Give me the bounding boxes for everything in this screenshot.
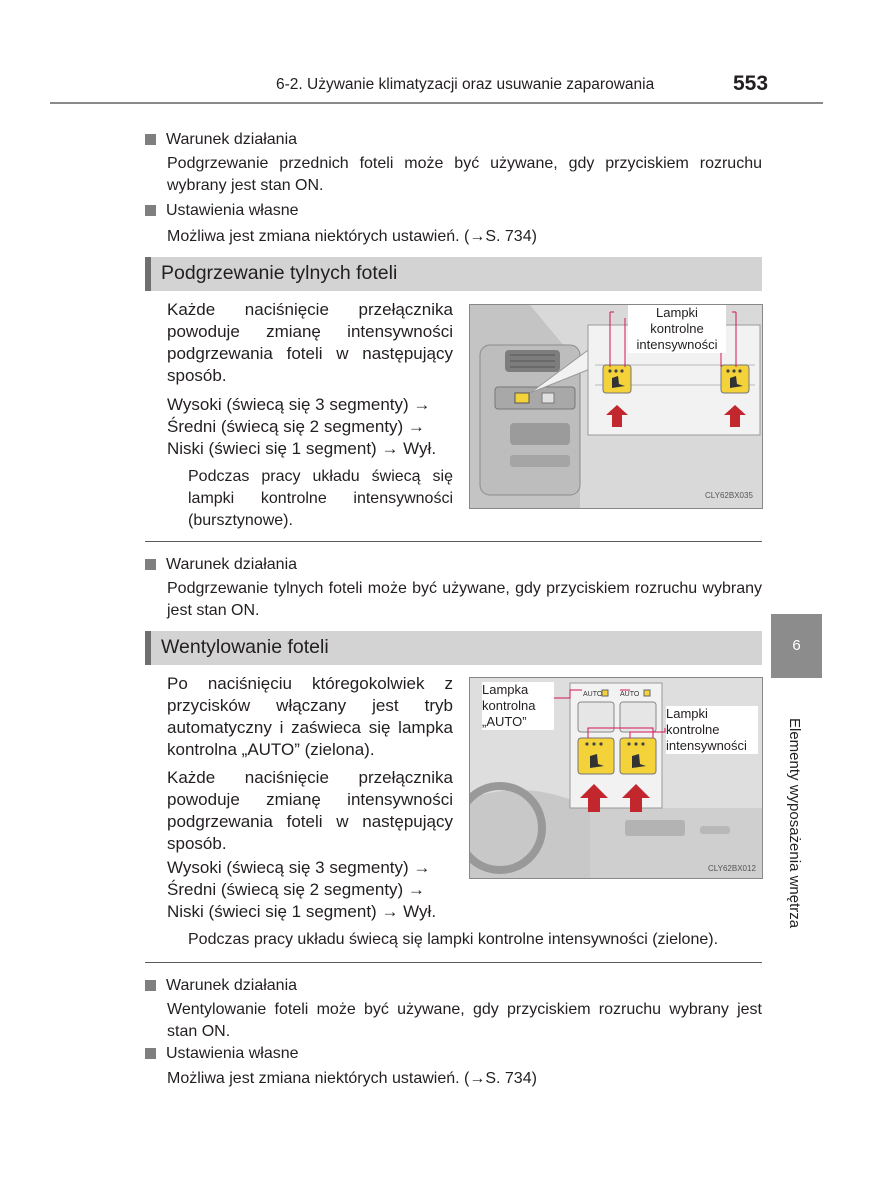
chapter-side-label: Elementy wyposażenia wnętrza <box>786 718 803 929</box>
rear-heating-cycle-mid: Średni (świecą się 2 segmenty) → <box>167 417 425 436</box>
bullet-square-icon <box>145 559 156 570</box>
ventilation-cycle-low: Niski (świeci się 1 segment) → Wył. <box>167 902 437 921</box>
front-seat-condition-text: Podgrzewanie przednich foteli może być używane, gdy przyciskiem rozruchu wybrany jest stan ON. <box>167 155 762 194</box>
ventilation-intro-2: Każde naciśnięcie przełącznika powoduje zmianę intensywności podgrzewania foteli w następujący sposób. <box>167 768 453 853</box>
ventilation-cycle-mid: Średni (świecą się 2 segmenty) → <box>167 880 425 899</box>
rear-heating-cycle-low: Niski (świeci się 1 segment) → Wył. <box>167 439 437 458</box>
figure-code: CLY62BX012 <box>708 864 756 873</box>
auto-label-right: AUTO <box>620 691 640 698</box>
ventilation-intro: Po naciśnięciu któregokolwiek z przycisków włączany jest tryb automatyczny i zaświeca się lampka kontrolna „AUTO” (zielona). <box>167 674 453 759</box>
subheading-operating-condition: Warunek działania <box>145 977 297 995</box>
bullet-square-icon <box>145 205 156 216</box>
divider-rule <box>145 962 762 963</box>
rear-heating-cycle-high: Wysoki (świecą się 3 segmenty) → <box>167 395 431 414</box>
chapter-tab: 6 <box>771 614 822 678</box>
callout-auto-lamp: Lampka kontrolna „AUTO” <box>482 682 554 730</box>
bullet-square-icon <box>145 980 156 991</box>
custom-settings-text: Możliwa jest zmiana niektórych ustawień. (→S. 734) <box>167 1070 537 1087</box>
subheading-custom-settings: Ustawienia własne <box>145 1045 299 1063</box>
figure-code: CLY62BX035 <box>705 491 753 500</box>
section-bar-seat-ventilation <box>145 631 762 665</box>
callout-intensity-lamps: Lampki kontrolne intensywności <box>628 305 726 353</box>
rear-heating-condition-text: Podgrzewanie tylnych foteli może być używane, gdy przyciskiem rozruchu wybrany jest stan ON. <box>167 580 762 619</box>
subheading-operating-condition: Warunek działania <box>145 556 297 574</box>
subheading-custom-settings: Ustawienia własne <box>145 202 299 220</box>
header-rule <box>50 102 823 104</box>
ventilation-note: Podczas pracy układu świecą się lampki kontrolne intensywności (zielone). <box>188 931 719 948</box>
running-header-title: 6-2. Używanie klimatyzacji oraz usuwanie zaparowania <box>276 76 655 93</box>
ventilation-condition-text: Wentylowanie foteli może być używane, gdy przyciskiem rozruchu wybrany jest stan ON. <box>167 1001 762 1040</box>
section-title: Podgrzewanie tylnych foteli <box>161 262 398 284</box>
bullet-square-icon <box>145 1048 156 1059</box>
ventilation-cycle-high: Wysoki (świecą się 3 segmenty) → <box>167 858 431 877</box>
section-title: Wentylowanie foteli <box>161 636 329 658</box>
bullet-square-icon <box>145 134 156 145</box>
subheading-operating-condition: Warunek działania <box>145 131 297 149</box>
ventilation-figure <box>469 677 763 879</box>
rear-heating-figure <box>469 304 763 509</box>
divider-rule <box>145 541 762 542</box>
auto-label-left: AUTO <box>583 691 603 698</box>
rear-heating-intro: Każde naciśnięcie przełącznika powoduje zmianę intensywności podgrzewania foteli w następujący sposób. <box>167 300 453 385</box>
rear-heating-note: Podczas pracy układu świecą się lampki kontrolne intensywności (bursztynowe). <box>188 468 453 529</box>
callout-intensity-lamps: Lampki kontrolne intensywności <box>666 706 758 754</box>
page-number: 553 <box>733 72 769 95</box>
section-bar-rear-seat-heating <box>145 257 762 291</box>
custom-settings-text: Możliwa jest zmiana niektórych ustawień. (→S. 734) <box>167 228 537 245</box>
